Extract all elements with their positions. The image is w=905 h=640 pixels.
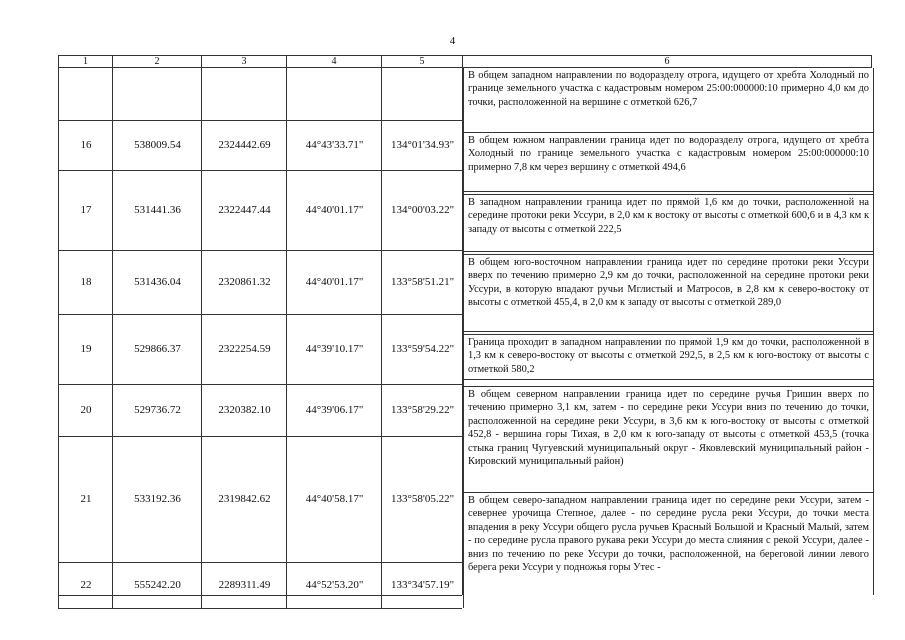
header-col-3: 3 xyxy=(201,55,287,68)
latitude: 44°39'10.17" xyxy=(286,314,382,384)
boundary-description: В общем северном направлении граница идет по середине ручья Гришин вверх по течению примерно 3,1 км, затем - по середине реки Уссури вниз по течению до точки, расположенной на середине реки Уссури, в 3,6 км к юго-востоку от высоты с отметкой 452,8 - вершина горы Тихая, в 2,0 км к юго-западу от высоты с отметкой 453,5 (точка стыка границ Чугуевский муниципальный округ - Яковлевский муниципальный район - Кировский муниципальный район) xyxy=(463,386,873,490)
longitude: 134°00'03.22" xyxy=(381,170,464,250)
longitude: 134°01'34.93" xyxy=(381,120,464,170)
coord-y: 2324442.69 xyxy=(201,120,287,170)
table-row xyxy=(58,120,462,171)
header-col-1: 1 xyxy=(58,55,113,68)
coord-y: 2289311.49 xyxy=(201,562,287,608)
point-number: 18 xyxy=(58,250,113,314)
table-row xyxy=(58,436,462,563)
latitude: 44°40'01.17" xyxy=(286,250,382,314)
coord-y: 2320861.32 xyxy=(201,250,287,314)
page-number: 4 xyxy=(449,35,456,47)
longitude: 133°58'29.22" xyxy=(381,384,464,436)
point-number xyxy=(58,68,113,120)
coord-x: 555242.20 xyxy=(112,562,202,608)
longitude: 133°58'51.21" xyxy=(381,250,464,314)
boundary-description: В общем юго-восточном направлении граница идет по середине протоки реки Уссури вверх по течению примерно 2,9 км до точки, расположенной на середине протоки реки Уссури, в которую впадают ручьи Мглистый и Матросов, в 2,8 км к северо-востоку от высоты с отметкой 455,4, в 2,0 км к западу от высоты с отметкой 289,0 xyxy=(463,254,873,332)
coord-y: 2319842.62 xyxy=(201,436,287,562)
table-bottom-border xyxy=(58,595,462,596)
longitude: 133°59'54.22" xyxy=(381,314,464,384)
boundary-descriptions xyxy=(462,68,874,595)
coordinates-table xyxy=(58,55,872,595)
point-coordinates xyxy=(58,68,462,595)
table-row xyxy=(58,68,462,121)
point-number: 22 xyxy=(58,562,113,608)
latitude: 44°43'33.71" xyxy=(286,120,382,170)
coord-x: 531441.36 xyxy=(112,170,202,250)
latitude xyxy=(286,68,382,120)
boundary-description: В западном направлении граница идет по прямой 1,6 км до точки, расположенной на середине протоки реки Уссури, в 2,0 км к востоку от высоты с отметкой 600,6 и в 4,3 км к западу от высоты с отметкой 222,5 xyxy=(463,194,873,252)
coord-x: 533192.36 xyxy=(112,436,202,562)
coord-x xyxy=(112,68,202,120)
boundary-description: В общем западном направлении по водоразделу отрога, идущего от хребта Холодный по границе земельного участка с кадастровым номером 25:00:000000:10 примерно 4,0 км до точки, расположенной на вершине с отметкой 626,7 xyxy=(468,70,869,108)
point-number: 17 xyxy=(58,170,113,250)
boundary-description: В общем северо-западном направлении граница идет по середине реки Уссури, затем - севернее урочища Степное, далее - по середине русла реки Уссури, до точки места впадения в реку Уссури общего русла ручьев Красный Большой и Красный Малый, затем - по середине русла правого рукава реки Уссури до места слияния с рекой Уссури, далее - вниз по течению по реке Уссури до точки, расположенной, на береговой линии левого берега реки Уссури у подножья горы Утес - xyxy=(463,492,873,595)
coord-y: 2322254.59 xyxy=(201,314,287,384)
table-row xyxy=(58,384,462,437)
table-row xyxy=(58,314,462,385)
table-row xyxy=(58,562,462,609)
point-number: 20 xyxy=(58,384,113,436)
point-number: 21 xyxy=(58,436,113,562)
boundary-description: Граница проходит в западном направлении по прямой 1,9 км до точки, расположенной в 1,3 км к северо-востоку от высоты с отметкой 292,5, в 2,5 км к юго-востоку от высоты с отметкой 580,2 xyxy=(463,334,873,380)
longitude: 133°58'05.22" xyxy=(381,436,464,562)
point-number: 16 xyxy=(58,120,113,170)
point-number: 19 xyxy=(58,314,113,384)
longitude xyxy=(381,68,464,120)
coord-x: 529866.37 xyxy=(112,314,202,384)
table-row xyxy=(58,170,462,251)
latitude: 44°52'53.20" xyxy=(286,562,382,608)
latitude: 44°40'01.17" xyxy=(286,170,382,250)
header-col-5: 5 xyxy=(381,55,463,68)
coord-x: 529736.72 xyxy=(112,384,202,436)
coord-y: 2320382.10 xyxy=(201,384,287,436)
coord-y xyxy=(201,68,287,120)
boundary-description: В общем южном направлении граница идет по водоразделу отрога, идущего от хребта Холодный по границе земельного участка с кадастровым номером 25:00:000000:10 примерно 7,8 км через вершину с отметкой 494,6 xyxy=(463,132,873,192)
table-row xyxy=(58,250,462,315)
longitude: 133°34'57.19" xyxy=(381,562,464,608)
coord-x: 531436.04 xyxy=(112,250,202,314)
header-col-6: 6 xyxy=(462,55,872,68)
coord-x: 538009.54 xyxy=(112,120,202,170)
header-col-2: 2 xyxy=(112,55,202,68)
header-col-4: 4 xyxy=(286,55,382,68)
latitude: 44°39'06.17" xyxy=(286,384,382,436)
coord-y: 2322447.44 xyxy=(201,170,287,250)
latitude: 44°40'58.17" xyxy=(286,436,382,562)
